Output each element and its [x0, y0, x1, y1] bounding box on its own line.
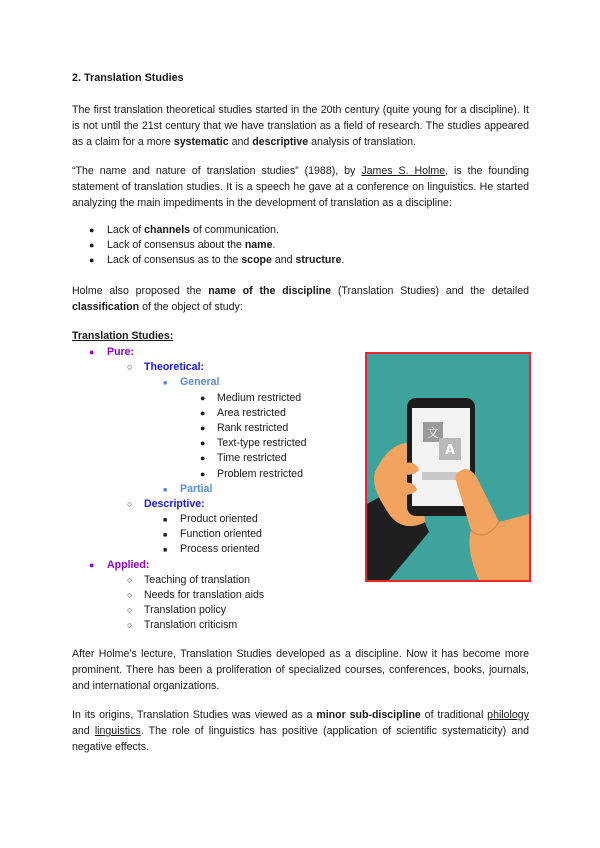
- bullet-icon: ●: [200, 422, 206, 433]
- bullet-icon: ●: [89, 255, 95, 266]
- bullet-icon: ●: [200, 468, 206, 479]
- tree-item-partial: ■ Partial: [72, 482, 529, 497]
- tree-item-general: ■ General: [72, 375, 529, 390]
- paragraph-origins: In its origins, Translation Studies was viewed as a minor sub-discipline of traditional philology and linguistics. The role of linguistics has positive (application of scientific systematicity) and negative effects.: [72, 709, 530, 753]
- james-holme-link[interactable]: James S. Holme: [361, 165, 446, 177]
- list-item: ○ Translation policy: [127, 604, 227, 617]
- list-item: ● Medium restricted: [200, 391, 302, 404]
- after-lecture-text: After Holme’s lecture, Translation Studies developed as a discipline. Now it has become more prominent. There has been a proliferation of specialized courses, conferences, books, journals, and international organizations.: [72, 648, 529, 692]
- bullet-icon: ●: [89, 240, 95, 251]
- list-item: ○ Translation criticism: [127, 619, 238, 632]
- bullet-icon: ●: [89, 347, 95, 357]
- intro-text-end: analysis of translation.: [308, 136, 416, 148]
- list-item: ■ Product oriented: [72, 512, 529, 527]
- list-item: ○ Teaching of translation: [127, 573, 251, 586]
- square-bullet-icon: ■: [163, 486, 168, 494]
- list-item: ● Area restricted: [200, 406, 286, 419]
- circle-bullet-icon: ○: [127, 605, 133, 616]
- holme-text-end: , is the founding statement of translation studies. It is a speech he gave at a conference on linguistics. He started analyzing the main impediments in the development of translation as a discipline:: [72, 165, 529, 209]
- circle-bullet-icon: ○: [127, 362, 133, 373]
- svg-text:文: 文: [426, 426, 440, 440]
- list-item: ● Problem restricted: [200, 467, 303, 480]
- bullet-icon: ●: [89, 559, 95, 570]
- paragraph-intro: [72, 102, 529, 150]
- list-item: ● Lack of channels of communication.: [89, 224, 279, 236]
- list-item: ○ Needs for translation aids: [127, 589, 265, 601]
- bullet-icon: ●: [89, 225, 95, 235]
- circle-bullet-icon: ○: [127, 574, 133, 585]
- philology-link[interactable]: philology: [487, 709, 529, 721]
- tree-item-theoretical: ○ Theoretical:: [127, 361, 205, 374]
- intro-text-and: and: [228, 136, 253, 148]
- linguistics-link[interactable]: linguistics: [94, 725, 141, 737]
- translation-studies-title: Translation Studies:: [72, 330, 174, 342]
- intro-text: The first translation theoretical studies started in the 20th century (quite young for a discipline). It is not until the 21st century that we have translation as a field of research. The studies appeared as a claim for a more: [72, 104, 529, 148]
- translation-app-illustration: [365, 352, 531, 582]
- list-item: ■ Function oriented: [72, 527, 529, 542]
- bullet-icon: ●: [200, 453, 206, 464]
- tree-item-descriptive: ○ Descriptive:: [127, 497, 205, 510]
- tree-item-pure: ● Pure:: [89, 346, 135, 358]
- list-item: ■ Process oriented: [72, 542, 529, 557]
- holme-text: “The name and nature of translation studies” (1988), by: [72, 165, 362, 177]
- circle-bullet-icon: ○: [127, 498, 133, 509]
- paragraph-after-lecture: [72, 646, 529, 694]
- list-item: ● Lack of consensus as to the scope and structure.: [89, 254, 345, 267]
- bold-classification: classification: [72, 301, 140, 313]
- bold-minor-subdiscipline: minor sub-discipline: [316, 709, 421, 721]
- list-item: ● Rank restricted: [200, 421, 289, 434]
- square-bullet-icon: ■: [163, 532, 168, 540]
- paragraph-holme: [72, 163, 529, 211]
- svg-text:A: A: [444, 443, 456, 458]
- tree-item-applied: ● Applied:: [89, 558, 150, 571]
- circle-bullet-icon: ○: [127, 620, 133, 631]
- bullet-icon: ●: [200, 392, 206, 403]
- paragraph-classification: Holme also proposed the name of the discipline (Translation Studies) and the detailed classification of the object of study:: [72, 285, 529, 313]
- intro-bold-systematic: systematic: [173, 136, 229, 148]
- section-heading: 2. Translation Studies: [72, 72, 184, 84]
- intro-bold-descriptive: descriptive: [252, 136, 309, 148]
- square-bullet-icon: ■: [163, 380, 168, 388]
- bullet-icon: ●: [200, 438, 206, 449]
- list-item: ● Lack of consensus about the name.: [89, 239, 276, 252]
- impediments-list: [72, 223, 529, 269]
- list-item: ● Time restricted: [200, 452, 287, 465]
- phone-hand-image: [367, 354, 529, 580]
- circle-bullet-icon: ○: [127, 590, 133, 600]
- bullet-icon: ●: [200, 407, 206, 418]
- square-bullet-icon: ■: [163, 517, 168, 525]
- bold-name-discipline: name of the discipline: [208, 285, 332, 297]
- list-item: ● Text-type restricted: [200, 437, 307, 450]
- square-bullet-icon: ■: [163, 547, 168, 555]
